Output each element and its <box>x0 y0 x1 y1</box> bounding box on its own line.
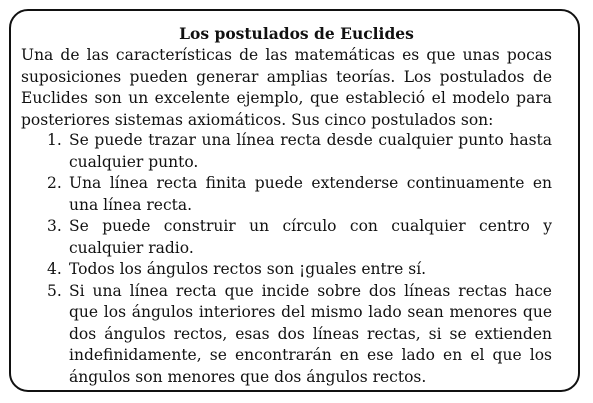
postulate-text: Se puede trazar una línea recta desde cualquier punto hasta cualquier punto. <box>69 131 552 171</box>
postulate-item-3 <box>21 216 552 259</box>
postulate-item-1 <box>21 130 552 173</box>
postulate-item-4 <box>21 259 552 281</box>
postulate-number: 4. <box>47 260 62 278</box>
postulate-text: Si una línea recta que incide sobre dos líneas rectas hace que los ángulos interiores del mismo lado sean menores que dos ángulos rectos, esas dos líneas rectas, si se extienden indefinidamente, se encontrarán en ese lado en el que los ángulos son menores que dos ángulos rectos. <box>69 281 552 386</box>
postulate-item-2 <box>21 173 552 216</box>
box-title: Los postulados de Euclides <box>179 24 414 43</box>
postulate-number: 2. <box>47 174 62 192</box>
postulate-text: Una línea recta finita puede extenderse continuamente en una línea recta. <box>69 174 552 214</box>
postulate-number: 5. <box>47 281 62 300</box>
postulate-number: 1. <box>47 131 62 149</box>
intro-paragraph: Una de las características de las matemáticas es que unas pocas suposiciones pueden generar amplias teorías. Los postulados de Euclides son un excelente ejemplo, que estableció el modelo para posteriores sistemas axiomáticos. Sus cinco postulados son: <box>21 46 552 129</box>
postulates-list <box>21 130 552 388</box>
postulate-item-5 <box>21 281 552 389</box>
postulate-text: Todos los ángulos rectos son ¡guales entre sí. <box>69 260 427 278</box>
postulate-number: 3. <box>47 217 62 235</box>
postulate-text: Se puede construir un círculo con cualquier centro y cualquier radio. <box>69 217 552 257</box>
